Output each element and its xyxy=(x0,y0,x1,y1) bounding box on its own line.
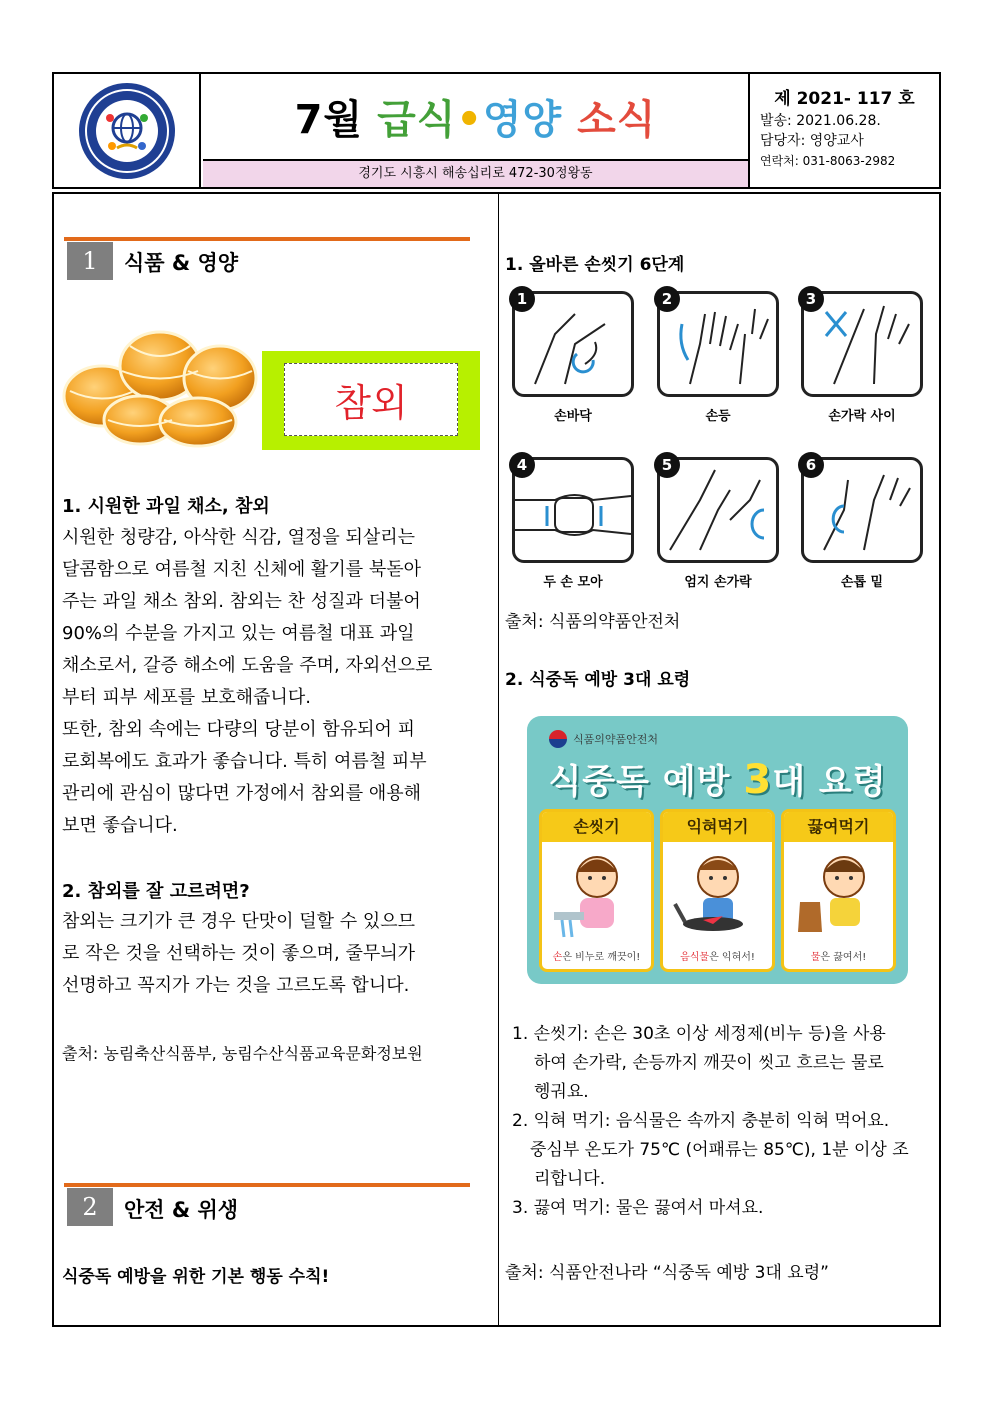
section2-title: 안전 & 위생 xyxy=(124,1198,239,1222)
title-dot: • xyxy=(456,97,483,143)
child-washing-icon xyxy=(542,842,651,942)
panel-caption xyxy=(542,948,651,963)
q2-body xyxy=(62,906,487,1002)
poster-org xyxy=(549,730,658,748)
panel-caption-highlight: 음식물 xyxy=(680,952,710,963)
q2-line: 참외는 크기가 큰 경우 단맛이 덜할 수 있으므 xyxy=(62,911,416,932)
q2-line: 선명하고 꼭지가 가는 것을 고르도록 합니다. xyxy=(62,975,410,996)
column-divider xyxy=(498,194,499,1325)
poster-panel-cook xyxy=(660,809,775,972)
step-label: 손바닥 xyxy=(554,409,592,424)
section2-number: 2 xyxy=(67,1188,113,1226)
hands-clasp-icon xyxy=(512,457,634,563)
issue-manager: 담당자: 영양교사 xyxy=(760,133,864,149)
q1-line: 또한, 참외 속에는 다량의 당분이 함유되어 피 xyxy=(62,719,416,740)
list-line: 2. 익혀 먹기: 음식물은 속까지 충분히 익혀 먹어요. xyxy=(512,1111,890,1131)
step-label: 두 손 모아 xyxy=(543,575,603,590)
q2-line: 로 작은 것을 선택하는 것이 좋으며, 줄무늬가 xyxy=(62,943,416,964)
section2-subtitle: 식중독 예방을 위한 기본 행동 수칙! xyxy=(62,1267,330,1287)
poster-panel-boil xyxy=(781,809,896,972)
panel-heading: 익혀먹기 xyxy=(663,812,772,842)
handwash-step xyxy=(512,457,640,590)
government-emblem-icon xyxy=(549,730,567,748)
poster-title-number: 3 xyxy=(743,757,773,803)
issue-date: 발송: 2021.06.28. xyxy=(760,113,881,129)
food-name-box xyxy=(262,351,480,450)
section1-rule xyxy=(64,237,470,241)
step-label: 손톱 밑 xyxy=(840,575,884,590)
issue-number: 제 2021- 117 호 xyxy=(774,89,915,109)
handwash-step xyxy=(512,291,640,424)
panel-caption-rest: 은 비누로 깨끗이! xyxy=(562,952,641,963)
hands-palm-icon xyxy=(512,291,634,397)
hands-back-icon xyxy=(657,291,779,397)
list-line: 1. 손씻기: 손은 30초 이상 세정제(비누 등)을 사용 xyxy=(512,1024,886,1044)
section1-number: 1 xyxy=(67,242,113,280)
q1-line: 부터 피부 세포를 보호해줍니다. xyxy=(62,687,311,708)
step-label: 손등 xyxy=(705,409,731,424)
list-line: 3. 끓여 먹기: 물은 끓여서 마셔요. xyxy=(512,1198,764,1218)
title-part-meal: 급식 xyxy=(377,97,457,143)
panel-caption-highlight: 손 xyxy=(552,952,563,963)
issue-info xyxy=(748,74,939,187)
school-logo xyxy=(79,83,175,179)
q1-body xyxy=(62,522,487,842)
handwash-steps xyxy=(508,283,930,599)
step-number: 2 xyxy=(654,286,680,312)
section1-title: 식품 & 영양 xyxy=(124,251,239,275)
step-number: 3 xyxy=(798,286,824,312)
list-line: 하여 손가락, 손등까지 깨끗이 씻고 흐르는 물로 xyxy=(534,1053,884,1073)
prevention-source: 출처: 식품안전나라 “식중독 예방 3대 요령” xyxy=(505,1263,829,1283)
q1-line: 채소로서, 갈증 해소에 도움을 주며, 자외선으로 xyxy=(62,655,433,676)
handwash-heading: 1. 올바른 손씻기 6단계 xyxy=(505,255,685,275)
q1-line: 90%의 수분을 가지고 있는 여름철 대표 과일 xyxy=(62,623,415,644)
panel-heading: 끓여먹기 xyxy=(784,812,893,842)
panel-caption xyxy=(784,948,893,963)
poster-title-a: 식중독 예방 xyxy=(548,762,744,802)
newsletter-header xyxy=(52,72,941,189)
title-part-nutrition: 영양 xyxy=(482,97,563,143)
q1-line: 달콤함으로 여름철 지친 신체에 활기를 북돋아 xyxy=(62,559,421,580)
list-line: 헹궈요. xyxy=(534,1082,589,1102)
q1-line: 관리에 관심이 많다면 가정에서 참외를 애용해 xyxy=(62,783,421,804)
step-number: 4 xyxy=(509,452,535,478)
panel-caption-rest: 은 익혀서! xyxy=(709,952,755,963)
step-number: 5 xyxy=(654,452,680,478)
q1-heading: 1. 시원한 과일 채소, 참외 xyxy=(62,496,270,517)
handwash-step xyxy=(801,457,929,590)
panel-caption-highlight: 물 xyxy=(810,952,821,963)
handwash-step xyxy=(657,291,785,424)
title-month: 7월 xyxy=(294,97,364,143)
hands-fingers-icon xyxy=(801,291,923,397)
q2-heading: 2. 참외를 잘 고르려면? xyxy=(62,881,250,902)
q1-line: 주는 과일 채소 참외. 참외는 찬 성질과 더불어 xyxy=(62,591,421,612)
food-name: 참외 xyxy=(284,363,458,436)
food-poisoning-poster xyxy=(527,716,908,984)
poster-org-name: 식품의약품안전처 xyxy=(573,733,659,746)
child-cooking-icon xyxy=(663,842,772,942)
poster-title xyxy=(527,754,908,803)
newsletter-title xyxy=(203,74,748,159)
handwash-source: 출처: 식품의약품안전처 xyxy=(505,612,681,632)
q1-line: 로회복에도 효과가 좋습니다. 특히 여름철 피부 xyxy=(62,751,427,772)
poster-panel-wash xyxy=(539,809,654,972)
q1-line: 시원한 청량감, 아삭한 식감, 열정을 되살리는 xyxy=(62,527,416,548)
step-number: 6 xyxy=(798,452,824,478)
handwash-step xyxy=(657,457,785,590)
panel-caption xyxy=(663,948,772,963)
hands-thumb-icon xyxy=(657,457,779,563)
step-number: 1 xyxy=(509,286,535,312)
list-line: 리합니다. xyxy=(534,1169,606,1189)
panel-heading: 손씻기 xyxy=(542,812,651,842)
poster-title-b: 대 요령 xyxy=(772,762,887,802)
child-boiling-icon xyxy=(784,842,893,942)
panel-caption-rest: 은 끓여서! xyxy=(820,952,867,963)
step-label: 엄지 손가락 xyxy=(684,575,752,590)
list-line: 중심부 온도가 75℃ (어패류는 85℃), 1분 이상 조 xyxy=(530,1140,909,1160)
chamoe-image xyxy=(60,316,262,448)
hands-nails-icon xyxy=(801,457,923,563)
section1-source: 출처: 농림축산식품부, 농림수산식품교육문화정보원 xyxy=(62,1044,423,1063)
issue-contact: 연락처: 031-8063-2982 xyxy=(760,154,896,168)
handwash-step xyxy=(801,291,929,424)
school-address: 경기도 시흥시 해송십리로 472-30정왕동 xyxy=(203,159,748,187)
section2-rule xyxy=(64,1183,470,1187)
prevention-list xyxy=(512,1020,932,1223)
title-part-news: 소식 xyxy=(577,97,657,143)
q1-line: 보면 좋습니다. xyxy=(62,815,178,836)
prevention-heading: 2. 식중독 예방 3대 요령 xyxy=(505,670,691,690)
school-logo-cell xyxy=(54,74,201,187)
step-label: 손가락 사이 xyxy=(828,409,896,424)
